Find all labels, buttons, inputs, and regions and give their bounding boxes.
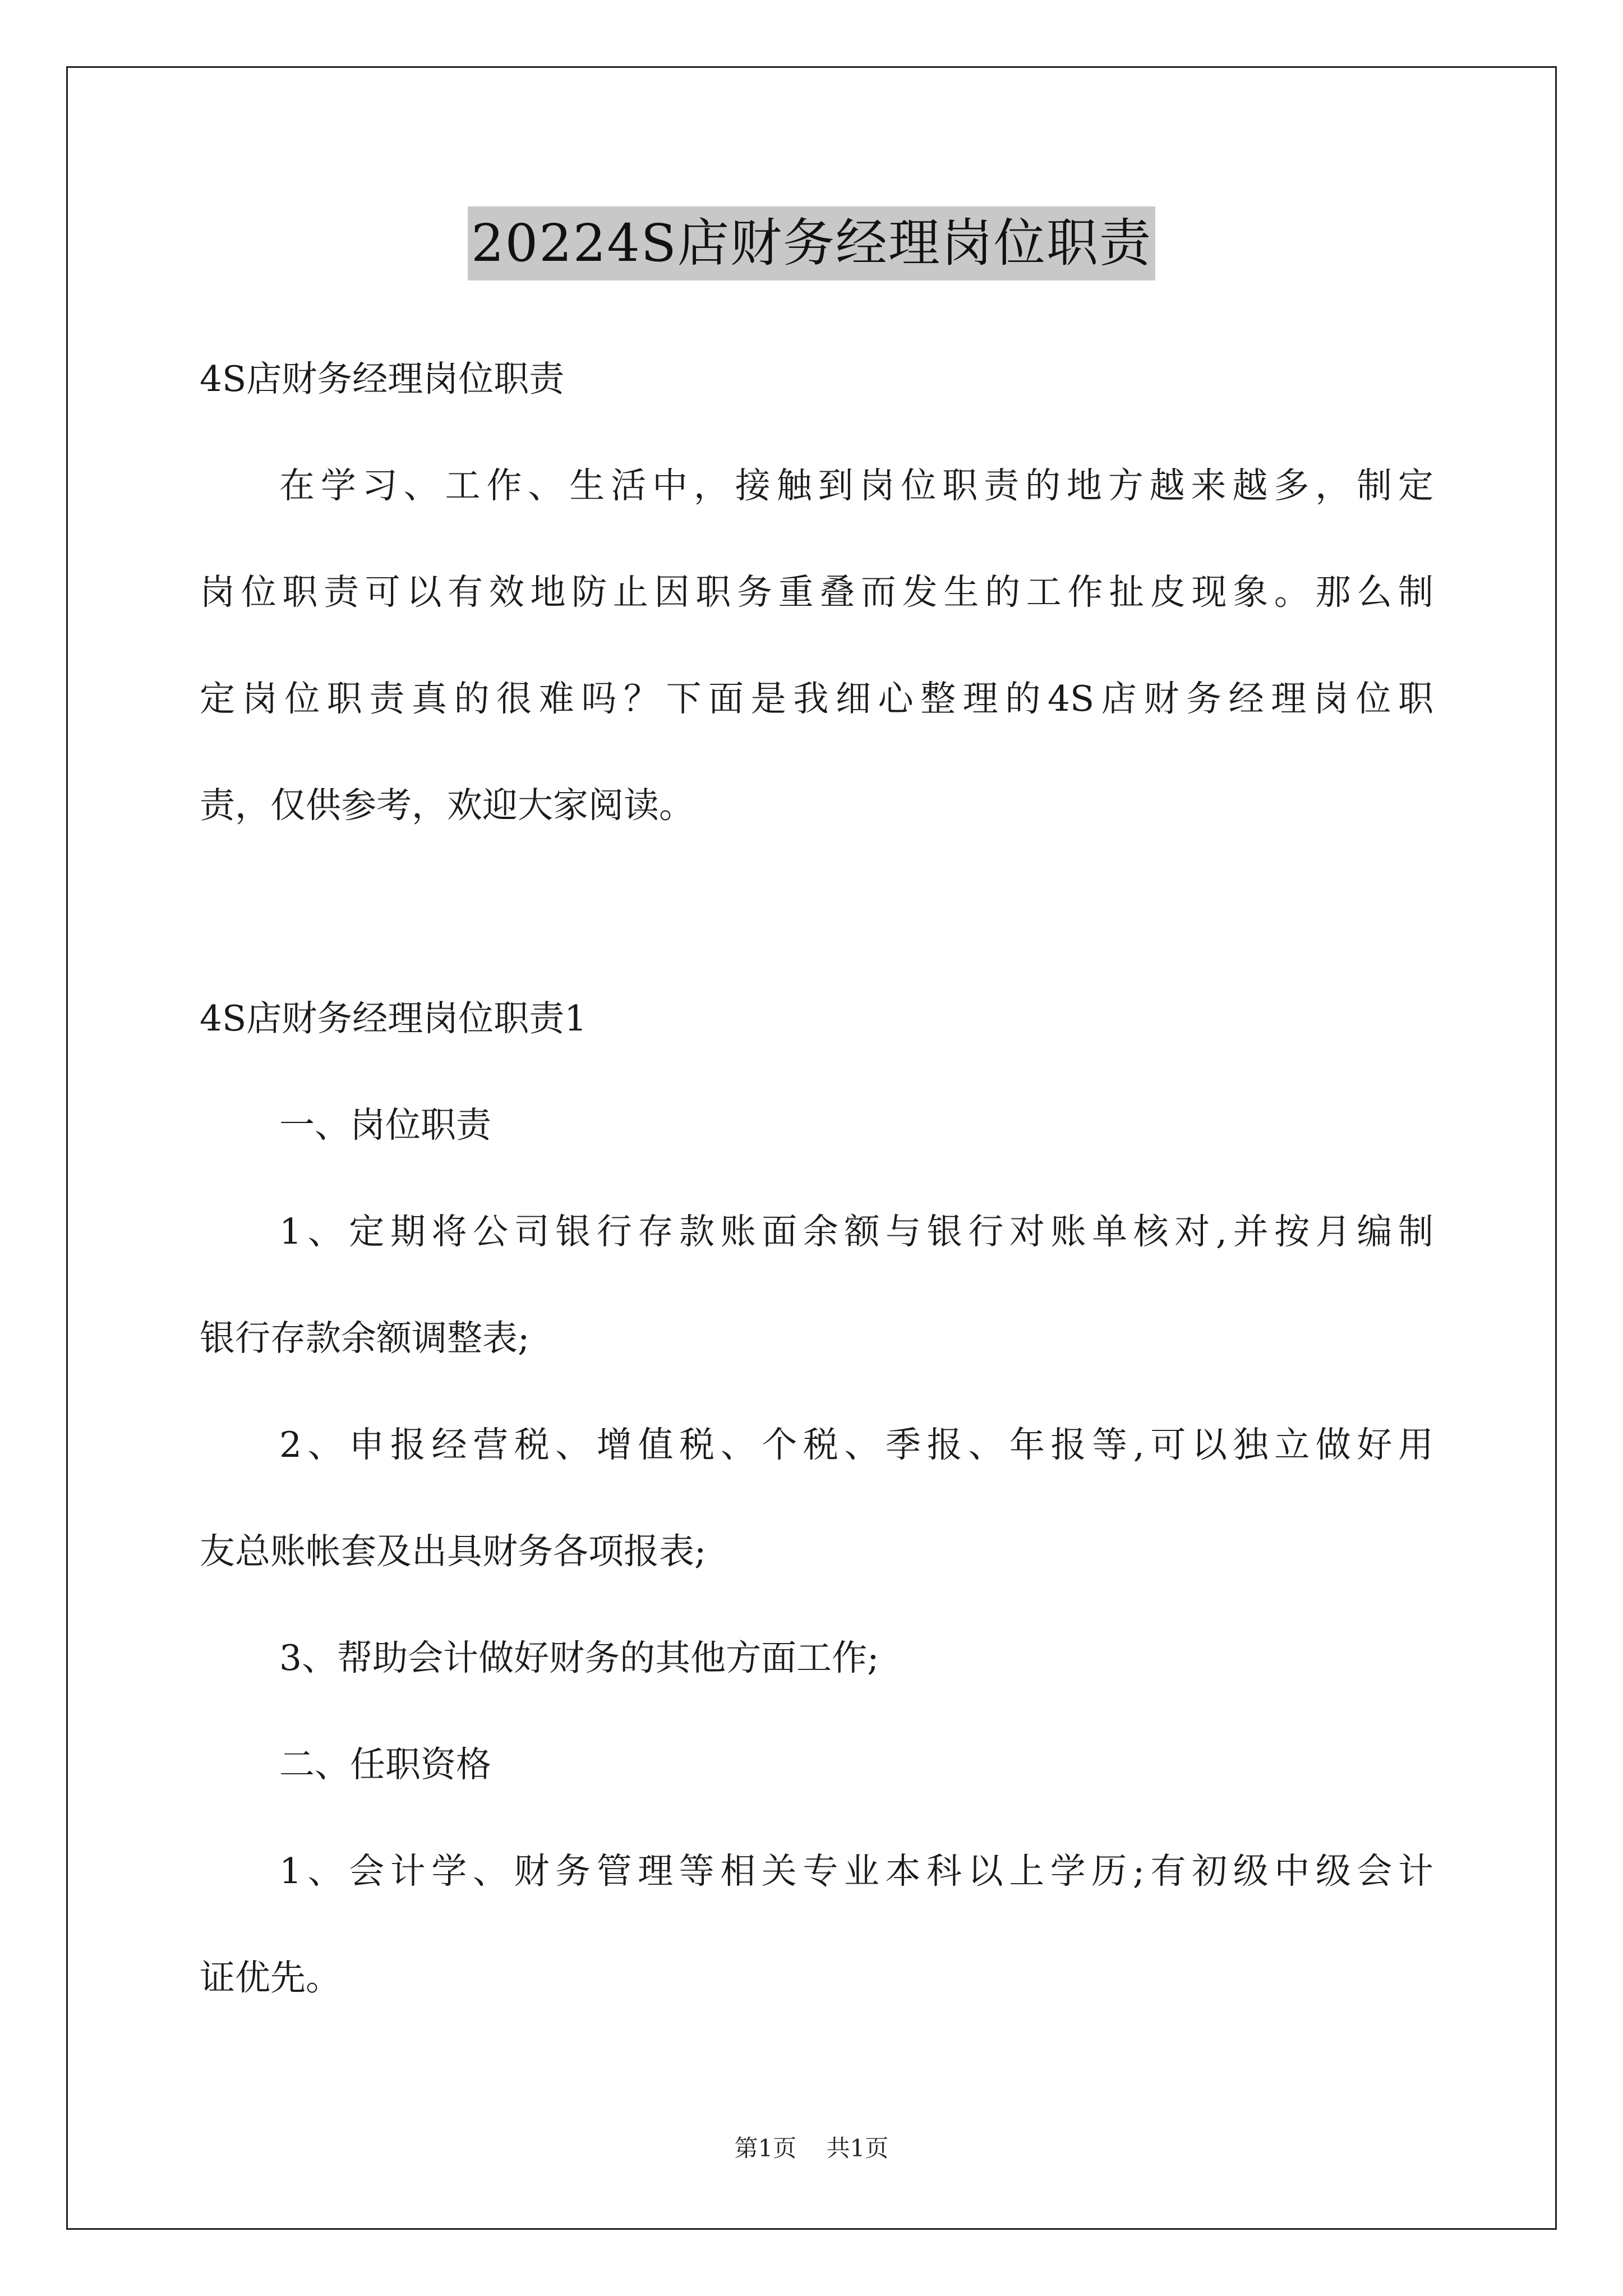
intro-line: 定岗位职责真的很难吗？下面是我细心整理的4S店财务经理岗位职 [200, 678, 1433, 719]
duty-item-1-line: 1、定期将公司银行存款账面余额与银行对账单核对,并按月编制 [279, 1211, 1433, 1252]
intro-line: 岗位职责可以有效地防止因职务重叠而发生的工作扯皮现象。那么制 [200, 572, 1433, 613]
qualification-item-1-line: 1、会计学、财务管理等相关专业本科以上学历;有初级中级会计 [279, 1851, 1433, 1892]
heading-duties: 一、岗位职责 [279, 1105, 491, 1145]
intro-line: 在学习、工作、生活中，接触到岗位职责的地方越来越多，制定 [279, 465, 1433, 506]
title-container [0, 206, 1623, 280]
intro-line: 责，仅供参考，欢迎大家阅读。 [200, 785, 694, 826]
heading-qualifications: 二、任职资格 [279, 1744, 491, 1785]
qualification-item-1-line: 证优先。 [200, 1957, 341, 1998]
duty-item-2-line: 友总账帐套及出具财务各项报表; [200, 1531, 707, 1572]
duty-item-3: 3、帮助会计做好财务的其他方面工作; [279, 1637, 879, 1678]
document-title: 20224S店财务经理岗位职责 [468, 206, 1155, 280]
duty-item-1-line: 银行存款余额调整表; [200, 1318, 530, 1359]
document-subtitle: 4S店财务经理岗位职责 [200, 358, 565, 399]
page-footer: 第1页 共1页 [734, 2134, 889, 2162]
section-title: 4S店财务经理岗位职责1 [200, 998, 587, 1039]
duty-item-2-line: 2、申报经营税、增值税、个税、季报、年报等,可以独立做好用 [279, 1424, 1433, 1465]
